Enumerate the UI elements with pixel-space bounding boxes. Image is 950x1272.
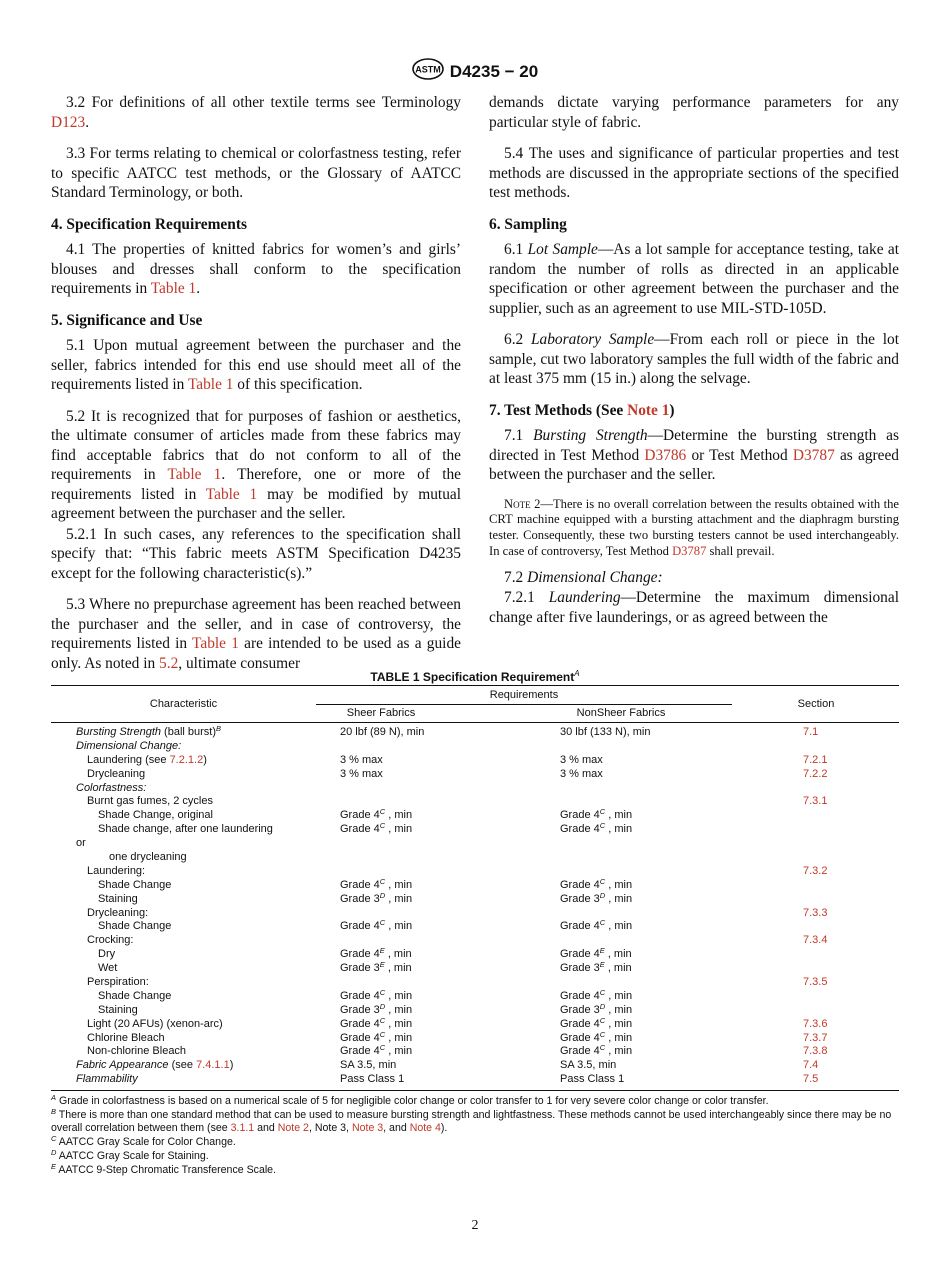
link-d3786[interactable]: D3786 [644,446,687,464]
col-head-section: Section [797,698,835,710]
footnote-c: $^C$ AATCC Gray Scale for Color Change. [51,1134,236,1148]
link-section[interactable]: 7.3.3 [803,906,828,919]
para-7-2-1: 7.2.1 Laundering—Determine the maximum dimensional change after five launderings, or as agreed between the [489,589,899,626]
link-7-4-1-1[interactable]: 7.4.1.1 [196,1059,230,1072]
para-5-3-cont: demands dictate varying performance parameters for any particular style of fabric. [489,94,899,131]
right-column [489,93,899,639]
table-row: Burnt gas fumes, 2 cycles 7.3.1 [87,795,828,808]
table-row: Fabric Appearance (see 7.4.1.1) SA 3.5, min SA 3.5, min 7.4 [76,1059,819,1072]
table-row: Perspiration: 7.3.5 [87,976,828,989]
table-row: Chlorine Bleach Grade $4^C$ , min Grade $4^C$ , min 7.3.7 [87,1029,828,1044]
link-d3787[interactable]: D3787 [792,446,835,464]
table-row: or [76,837,86,850]
table-title: TABLE 1 Specification Requirement$^A$ [370,669,580,684]
para-6-1: 6.1 Lot Sample—As a lot sample for acceptance testing, take at random the number of rolls as directed in an applicable specification or other agreement between the purchaser and the supplier, such as an agreement to use MIL-STD-105D. [489,241,899,317]
para-5-1: 5.1 Upon mutual agreement between the purchaser and the seller, fabrics intended for this end use should meet all of the requirements listed in Table 1 of this specification. [51,337,461,393]
para-5-3: 5.3 Where no prepurchase agreement has been reached between the purchaser and the seller, and in case of controversy, the requirements listed in Table 1 are intended to be used as a guide only. As noted in 5.2, ultimate consumer [51,596,461,672]
link-3-1-1[interactable]: 3.1.1 [230,1122,255,1135]
table-row: Laundering (see 7.2.1.2) 3 % max 3 % max 7.2.1 [87,753,828,766]
table-row: Staining Grade $3^D$ , min Grade $3^D$ , min [98,1001,633,1016]
link-note-1[interactable]: Note 1 [627,401,670,419]
heading-4: 4. Specification Requirements [51,215,247,233]
link-section[interactable]: 7.3.8 [803,1045,828,1058]
link-section[interactable]: 7.3.6 [803,1017,828,1030]
link-section[interactable]: 7.1 [803,726,819,738]
designation: D4235 − 20 [449,61,539,81]
table-row: Drycleaning: 7.3.3 [87,906,828,919]
link-table-1[interactable]: Table 1 [205,485,258,503]
link-note-2[interactable]: Note 2 [277,1122,309,1135]
para-7-2: 7.2 Dimensional Change: [504,568,663,586]
link-section[interactable]: 7.4 [803,1059,819,1072]
table-row: Non-chlorine Bleach Grade $4^C$ , min Grade $4^C$ , min 7.3.8 [87,1043,828,1058]
link-d123[interactable]: D123 [51,113,86,131]
footnote-a: $^A$ Grade in colorfastness is based on a numerical scale of 5 for negligible color change or color transfer to 1 for very severe color change or color transfer. [51,1093,769,1107]
link-section[interactable]: 7.3.1 [803,795,828,808]
table-row: Dry Grade $4^E$ , min Grade $4^E$ , min [98,946,632,961]
requirements-rule [316,704,732,705]
table-row: Crocking: 7.3.4 [87,934,828,947]
table-row: Dimensional Change: [76,739,182,752]
footnote-d: $^D$ AATCC Gray Scale for Staining. [51,1148,209,1162]
table-row: Shade change, after one laundering Grade $4^C$ , min Grade $4^C$ , min [98,821,633,836]
heading-6: 6. Sampling [489,215,567,233]
page-header [0,58,950,85]
table-row: Shade Change, original Grade $4^C$ , min Grade $4^C$ , min [98,807,633,822]
left-column [51,93,461,685]
table-row: Drycleaning 3 % max 3 % max 7.2.2 [87,767,828,780]
link-note-3[interactable]: Note 3 [351,1122,384,1135]
para-5-2: 5.2 It is recognized that for purposes of fashion or aesthetics, the ultimate consumer of articles made from these fabrics may find acceptable fabrics that do not conform to all of the requirements in Table 1. Therefore, one or more of the requirements listed in Table 1 may be modified by mutual agreement between the purchaser and the seller. [51,407,461,522]
note-2: Note 2—There is no overall correlation between the results obtained with the CRT machine equipped with a bursting attachment and the diaphragm bursting tester. Consequently, these two bursting testers cannot be used interchangeably. In case of controversy, Test Method D3787 shall prevail. [489,496,899,558]
link-section[interactable]: 7.2.2 [803,767,828,780]
link-table-1[interactable]: Table 1 [150,280,197,297]
link-note-4[interactable]: Note 4 [409,1122,441,1135]
page-number: 2 [471,1218,479,1233]
col-head-sheer: Sheer Fabrics [346,707,416,719]
table-bottom-rule [51,1090,899,1091]
table-row: Wet Grade $3^E$ , min Grade $3^E$ , min [98,960,632,975]
table-top-rule [51,685,899,686]
link-7-2-1-2[interactable]: 7.2.1.2 [169,753,204,766]
para-6-2: 6.2 Laboratory Sample—From each roll or piece in the lot sample, cut two laboratory samples the full width of the fabric and at least 375 mm (15 in.) along the selvage. [489,331,899,387]
link-section[interactable]: 7.3.4 [803,934,828,947]
para-3-3: 3.3 For terms relating to chemical or colorfastness testing, refer to specific AATCC test methods, or the Glossary of AATCC Standard Terminology, or both. [51,145,461,201]
link-table-1[interactable]: Table 1 [167,466,222,483]
table-row: Light (20 AFUs) (xenon-arc) Grade $4^C$ , min Grade $4^C$ , min 7.3.6 [87,1015,828,1030]
para-5-2-1: 5.2.1 In such cases, any references to the specification shall specify that: “This fabric meets ASTM Specification D4235 except for the following characteristic(s).” [51,525,461,582]
table-row: one drycleaning [109,851,187,864]
table-row: Staining Grade $3^D$ , min Grade $3^D$ , min [98,890,633,905]
astm-logo [412,58,444,85]
svg-text:ASTM: ASTM [415,64,441,75]
col-head-characteristic: Characteristic [149,698,218,710]
col-head-requirements: Requirements [489,689,559,701]
link-table-1[interactable]: Table 1 [192,635,239,652]
table-row: Bursting Strength (ball burst)$^B$ 20 lbf (89 N), min 30 lbf (133 N), min 7.1 [76,724,819,738]
para-3-2: 3.2 For definitions of all other textile terms see Terminology D123. [51,94,461,131]
link-section[interactable]: 7.2.1 [803,753,828,766]
link-section[interactable]: 7.3.7 [803,1031,828,1044]
footnote-b: $^B$ There is more than one standard method that can be used to measure bursting strength and lightfastness. These methods cannot be used interchangeably since there may be no overall correlation between them (see 3.1.1 and Note 2, Note 3, Note 3, and Note 4). [51,1107,892,1135]
para-4-1: 4.1 The properties of knitted fabrics for women’s and girls’ blouses and dresses shall conform to the specification requirements in Table 1. [51,241,461,297]
table-row: Shade Change Grade $4^C$ , min Grade $4^C$ , min [98,876,633,891]
footnote-e: $^E$ AATCC 9-Step Chromatic Transference Scale. [51,1162,277,1176]
link-table-1[interactable]: Table 1 [187,376,234,393]
table-row: Shade Change Grade $4^C$ , min Grade $4^C$ , min [98,918,633,933]
para-5-4: 5.4 The uses and significance of particular properties and test methods are discussed in the appropriate sections of the specified test methods. [489,145,899,201]
table-head-rule [51,722,899,723]
link-section[interactable]: 7.3.5 [803,976,828,989]
table-body [51,726,899,1087]
col-head-nonsheer: NonSheer Fabrics [576,707,666,719]
table-row: Colorfastness: [76,781,147,794]
heading-5: 5. Significance and Use [51,311,203,329]
link-d3787[interactable]: D3787 [672,543,707,558]
link-section[interactable]: 7.5 [803,1073,819,1086]
link-5-2[interactable]: 5.2 [159,654,179,672]
table-row: Flammability Pass Class 1 Pass Class 1 7.5 [76,1073,819,1086]
heading-7: 7. Test Methods (See Note 1) [489,401,675,419]
para-7-1: 7.1 Bursting Strength—Determine the bursting strength as directed in Test Method D3786 or Test Method D3787 as agreed between the purchaser and the seller. [489,427,900,483]
link-section[interactable]: 7.3.2 [803,864,828,877]
table-row: Shade Change Grade $4^C$ , min Grade $4^C$ , min [98,987,633,1002]
table-row: Laundering: 7.3.2 [87,864,828,877]
